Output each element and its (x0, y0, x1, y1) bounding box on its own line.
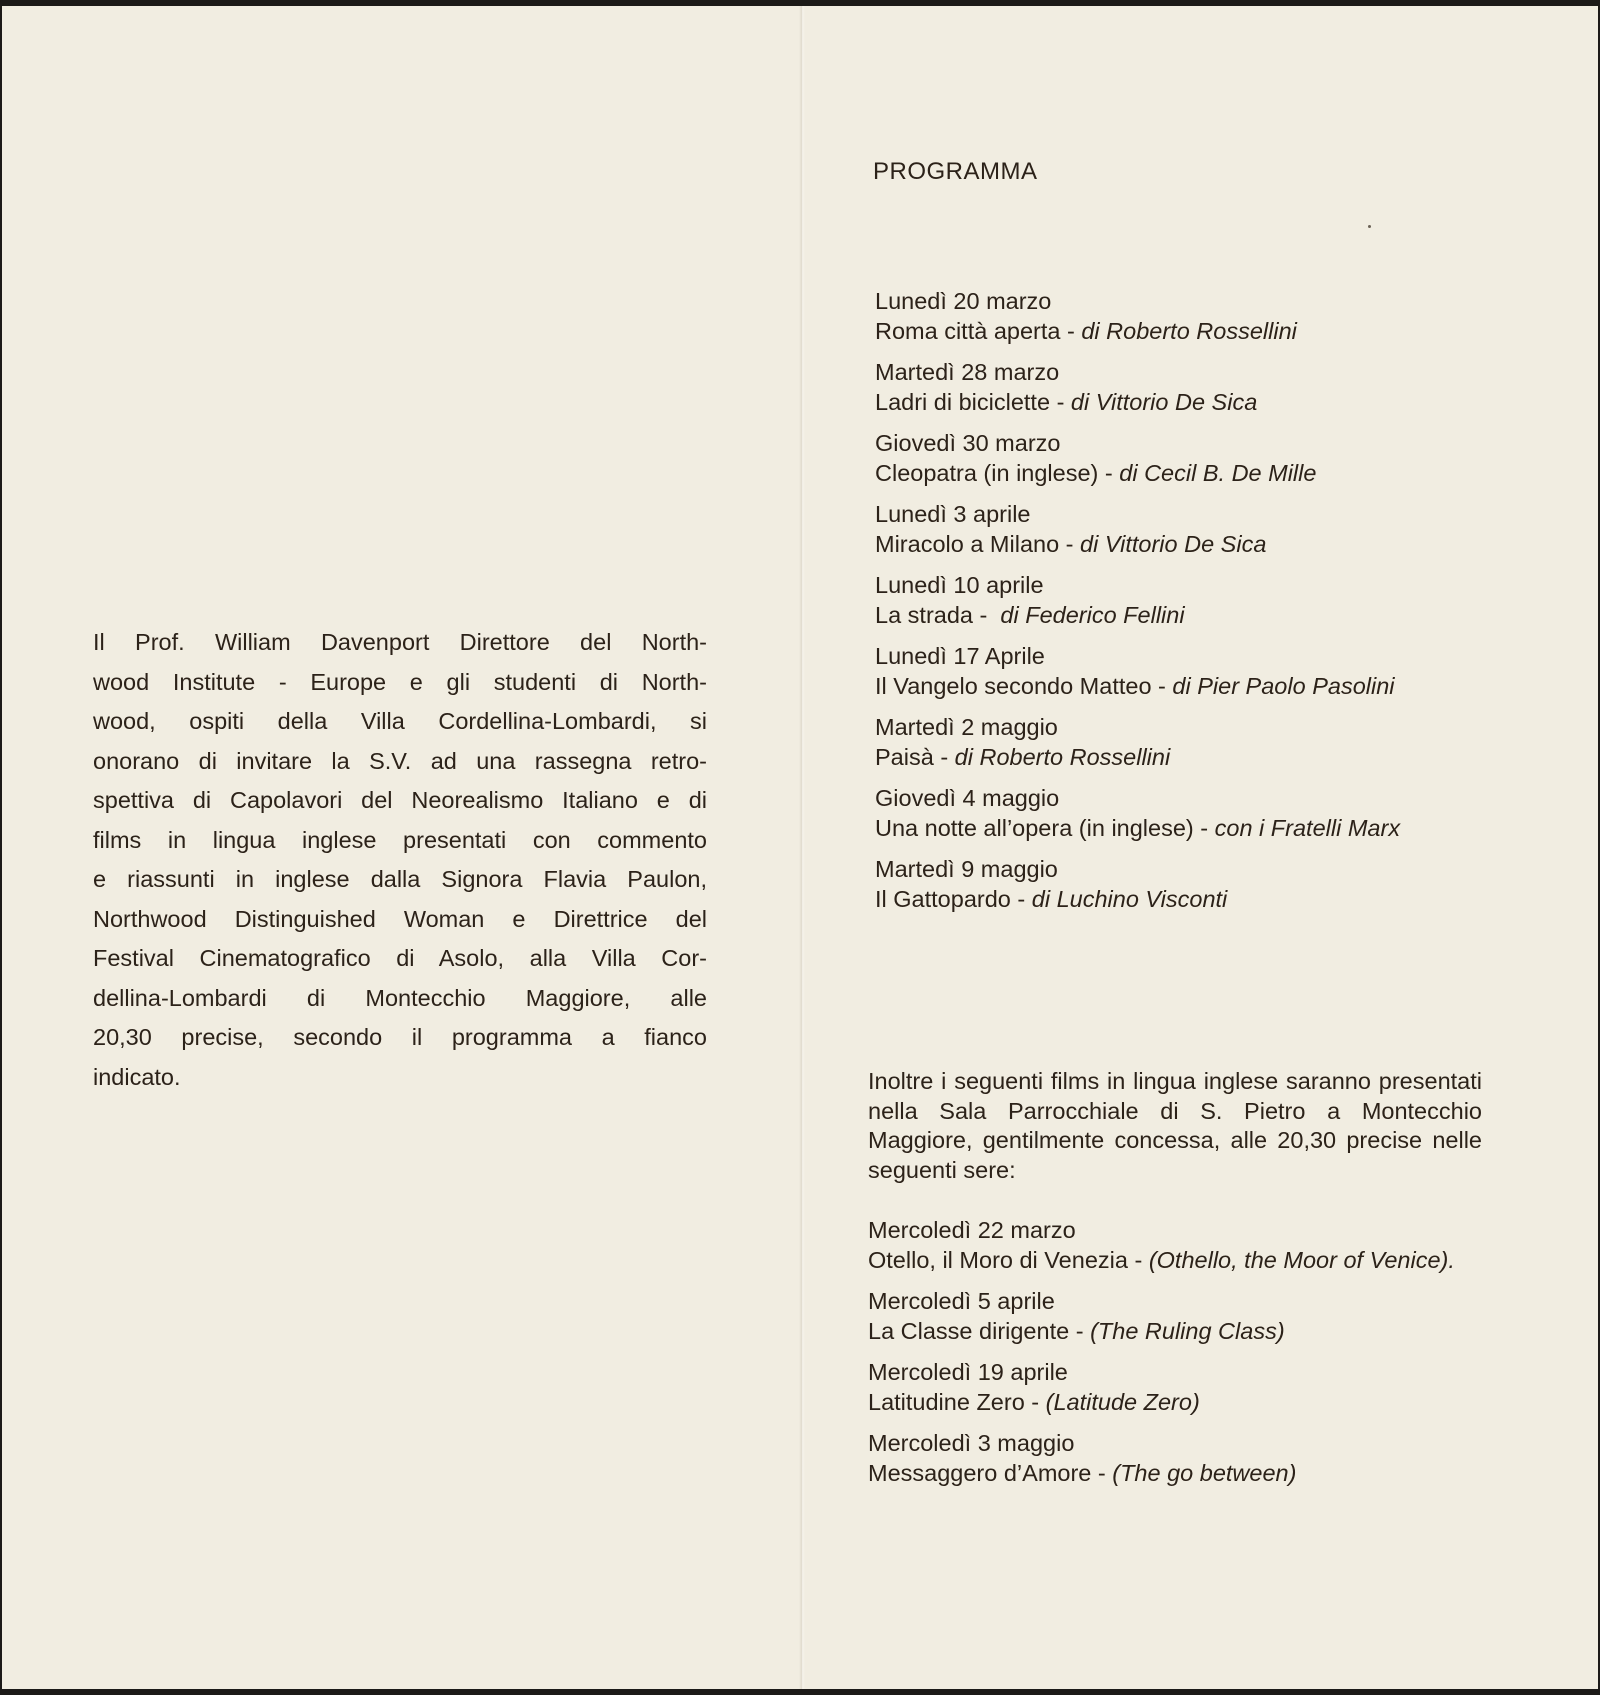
screening-date: Mercoledì 5 aprile (868, 1288, 1055, 1314)
screening-film (868, 1387, 1488, 1417)
film-director: di Roberto Rossellini (954, 744, 1171, 770)
film-director: di Roberto Rossellini (1081, 318, 1297, 344)
additional-intro: Inoltre i seguenti films in lingua inglese saranno presentati nella Sala Parrocchiale di S. Pietro a Montecchio Maggiore, gentilmente concessa, alle 20,30 precise nelle seguenti sere: (868, 1068, 1482, 1183)
invitation-line: wood Institute - Europe e gli studenti di North- (93, 668, 707, 695)
screening-date: Lunedì 17 Aprile (875, 643, 1045, 669)
invitation-line: Northwood Distinguished Woman e Direttrice del (93, 905, 707, 932)
invitation-line: e riassunti in inglese dalla Signora Flavia Paulon, (93, 866, 707, 892)
invitation-sheet (2, 6, 1598, 1689)
film-title: Messaggero d’Amore - (868, 1460, 1113, 1486)
screening-date: Lunedì 3 aprile (875, 501, 1031, 527)
additional-entry (868, 1357, 1488, 1417)
film-english-title: (Othello, the Moor of Venice). (1148, 1247, 1455, 1273)
film-english-title: (Latitude Zero) (1045, 1389, 1200, 1415)
invitation-text (93, 623, 707, 1097)
screening-film (875, 884, 1515, 914)
programme-entry (875, 712, 1515, 772)
screening-date: Mercoledì 22 marzo (868, 1217, 1076, 1243)
film-title: Latitudine Zero - (868, 1389, 1046, 1415)
invitation-line: spettiva di Capolavori del Neorealismo Italiano e di (93, 787, 707, 813)
programme-entry (875, 641, 1515, 701)
invitation-line: wood, ospiti della Villa Cordellina-Lombardi, si (93, 708, 707, 734)
programme-entry (875, 428, 1515, 488)
screening-film (875, 529, 1515, 559)
film-title: La strada - (875, 602, 1001, 628)
screening-date: Mercoledì 3 maggio (868, 1430, 1075, 1456)
film-title: Miracolo a Milano - (875, 531, 1081, 557)
screening-film (875, 813, 1515, 843)
screening-film (875, 458, 1515, 488)
film-title: Il Vangelo secondo Matteo - (875, 673, 1173, 699)
film-director: di Vittorio De Sica (1080, 531, 1267, 557)
programme-entry (875, 499, 1515, 559)
film-director: di Vittorio De Sica (1070, 389, 1258, 415)
film-english-title: (The Ruling Class) (1090, 1318, 1285, 1344)
invitation-line: Festival Cinematografico di Asolo, alla Villa Cor- (93, 945, 707, 971)
film-title: Roma città aperta - (875, 318, 1082, 344)
additional-list (868, 1215, 1488, 1499)
screening-date: Giovedì 4 maggio (875, 785, 1060, 811)
center-fold (799, 6, 805, 1689)
invitation-line: 20,30 precise, secondo il programma a fianco (93, 1024, 707, 1050)
additional-entry (868, 1428, 1488, 1488)
screening-date: Mercoledì 19 aprile (868, 1359, 1068, 1385)
screening-date: Martedì 28 marzo (875, 359, 1060, 385)
film-title: Cleopatra (in inglese) - (875, 460, 1120, 486)
film-director: di Cecil B. De Mille (1119, 460, 1317, 486)
programme-entry (875, 357, 1515, 417)
screening-film (868, 1316, 1488, 1346)
programme-title: PROGRAMMA (873, 158, 1038, 185)
screening-film (868, 1458, 1488, 1488)
invitation-line: dellina-Lombardi di Montecchio Maggiore, alle (93, 984, 707, 1011)
screening-date: Lunedì 20 marzo (875, 288, 1052, 314)
invitation-line: indicato. (93, 1063, 181, 1090)
screening-film (875, 387, 1515, 417)
programme-entry (875, 783, 1515, 843)
film-director: di Pier Paolo Pasolini (1172, 673, 1395, 699)
additional-entry (868, 1215, 1488, 1275)
paper-speck (1368, 225, 1371, 228)
film-title: Otello, il Moro di Venezia - (868, 1247, 1149, 1273)
film-director: di Federico Fellini (1000, 602, 1185, 628)
screening-date: Martedì 9 maggio (875, 856, 1058, 882)
film-english-title: (The go between) (1112, 1460, 1297, 1486)
additional-entry (868, 1286, 1488, 1346)
screening-date: Martedì 2 maggio (875, 714, 1058, 740)
film-director: di Luchino Visconti (1031, 886, 1228, 912)
invitation-line: Il Prof. William Davenport Direttore del North- (93, 629, 707, 655)
programme-entry (875, 570, 1515, 630)
screening-date: Giovedì 30 marzo (875, 430, 1061, 456)
film-title: Paisà - (875, 744, 955, 770)
programme-list (875, 286, 1515, 925)
film-director: con i Fratelli Marx (1214, 815, 1401, 841)
film-title: Il Gattopardo - (875, 886, 1032, 912)
film-title: La Classe dirigente - (868, 1318, 1091, 1344)
programme-entry (875, 286, 1515, 346)
screening-film (875, 742, 1515, 772)
film-title: Una notte all’opera (in inglese) - (875, 815, 1215, 841)
screening-date: Lunedì 10 aprile (875, 572, 1044, 598)
film-title: Ladri di biciclette - (875, 389, 1071, 415)
programme-entry (875, 854, 1515, 914)
invitation-line: films in lingua inglese presentati con commento (93, 826, 707, 853)
screening-film (875, 316, 1515, 346)
screening-film (875, 671, 1515, 701)
invitation-line: onorano di invitare la S.V. ad una rassegna retro- (93, 747, 707, 774)
screening-film (875, 600, 1515, 630)
screening-film (868, 1245, 1480, 1275)
